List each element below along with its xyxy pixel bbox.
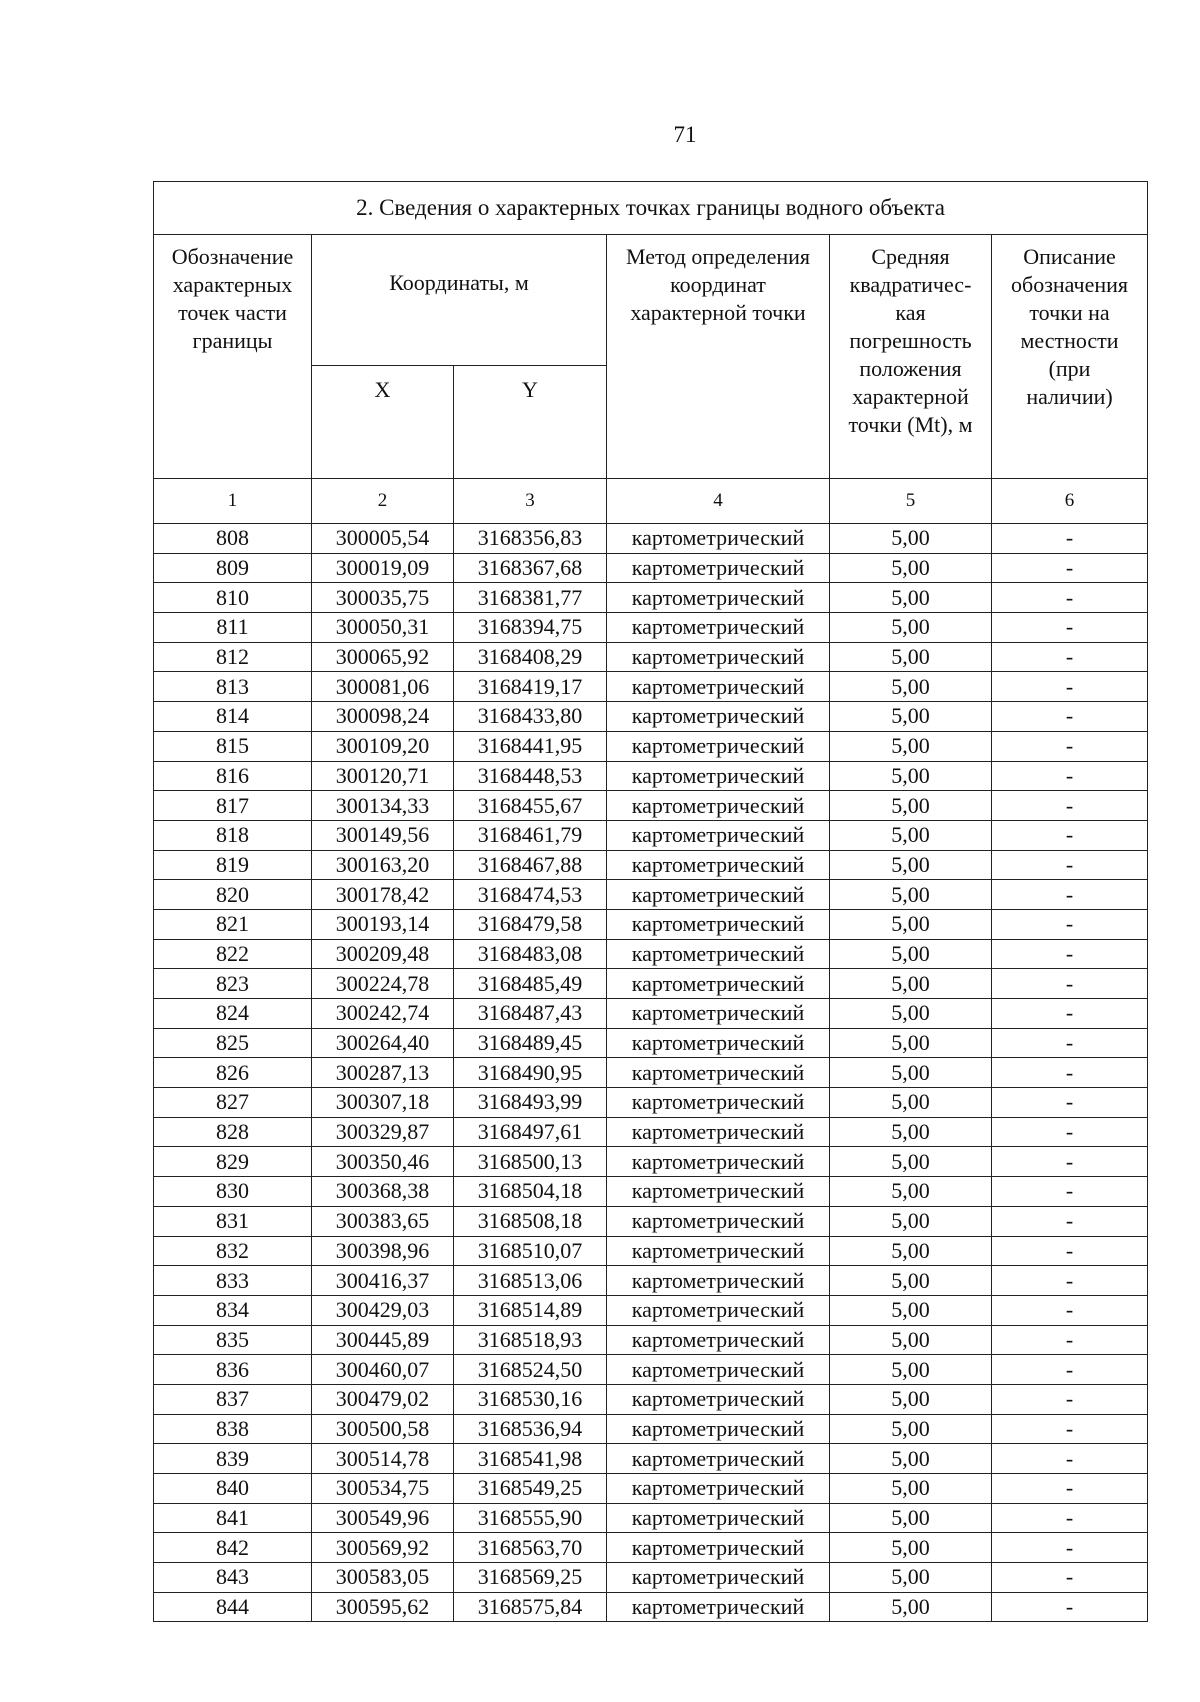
point-cell: 828 bbox=[154, 1117, 312, 1147]
method-cell: картометрический bbox=[607, 850, 830, 880]
x-coordinate-cell: 300242,74 bbox=[312, 999, 454, 1029]
x-coordinate-cell: 300287,13 bbox=[312, 1058, 454, 1088]
method-cell: картометрический bbox=[607, 1058, 830, 1088]
x-coordinate-cell: 300534,75 bbox=[312, 1474, 454, 1504]
description-cell: - bbox=[992, 1355, 1148, 1385]
method-cell: картометрический bbox=[607, 1474, 830, 1504]
description-cell: - bbox=[992, 1117, 1148, 1147]
description-cell: - bbox=[992, 1444, 1148, 1474]
point-cell: 819 bbox=[154, 850, 312, 880]
method-cell: картометрический bbox=[607, 731, 830, 761]
y-coordinate-cell: 3168497,61 bbox=[454, 1117, 607, 1147]
description-cell: - bbox=[992, 880, 1148, 910]
error-cell: 5,00 bbox=[830, 1355, 992, 1385]
x-coordinate-cell: 300193,14 bbox=[312, 909, 454, 939]
description-cell: - bbox=[992, 1266, 1148, 1296]
point-cell: 830 bbox=[154, 1177, 312, 1207]
y-coordinate-cell: 3168530,16 bbox=[454, 1384, 607, 1414]
description-cell: - bbox=[992, 939, 1148, 969]
method-cell: картометрический bbox=[607, 761, 830, 791]
method-cell: картометрический bbox=[607, 553, 830, 583]
error-cell: 5,00 bbox=[830, 820, 992, 850]
table-body bbox=[154, 182, 1148, 1622]
error-cell: 5,00 bbox=[830, 553, 992, 583]
x-coordinate-cell: 300134,33 bbox=[312, 791, 454, 821]
description-cell: - bbox=[992, 909, 1148, 939]
y-coordinate-cell: 3168489,45 bbox=[454, 1028, 607, 1058]
error-cell: 5,00 bbox=[830, 642, 992, 672]
y-coordinate-cell: 3168419,17 bbox=[454, 672, 607, 702]
method-cell: картометрический bbox=[607, 939, 830, 969]
y-coordinate-cell: 3168448,53 bbox=[454, 761, 607, 791]
error-cell: 5,00 bbox=[830, 999, 992, 1029]
method-cell: картометрический bbox=[607, 1206, 830, 1236]
x-coordinate-cell: 300514,78 bbox=[312, 1444, 454, 1474]
table-row bbox=[154, 1236, 1148, 1266]
table-title: 2. Сведения о характерных точках границы водного объекта bbox=[154, 182, 1148, 235]
y-coordinate-cell: 3168504,18 bbox=[454, 1177, 607, 1207]
table-row bbox=[154, 1295, 1148, 1325]
x-coordinate-cell: 300383,65 bbox=[312, 1206, 454, 1236]
table-row bbox=[154, 1592, 1148, 1622]
point-cell: 843 bbox=[154, 1563, 312, 1593]
error-cell: 5,00 bbox=[830, 731, 992, 761]
description-cell: - bbox=[992, 1474, 1148, 1504]
point-cell: 833 bbox=[154, 1266, 312, 1296]
point-cell: 832 bbox=[154, 1236, 312, 1266]
point-cell: 836 bbox=[154, 1355, 312, 1385]
x-coordinate-cell: 300398,96 bbox=[312, 1236, 454, 1266]
method-cell: картометрический bbox=[607, 702, 830, 732]
method-cell: картометрический bbox=[607, 1295, 830, 1325]
method-cell: картометрический bbox=[607, 1117, 830, 1147]
error-cell: 5,00 bbox=[830, 1384, 992, 1414]
point-cell: 822 bbox=[154, 939, 312, 969]
x-coordinate-cell: 300429,03 bbox=[312, 1295, 454, 1325]
point-cell: 834 bbox=[154, 1295, 312, 1325]
x-coordinate-cell: 300569,92 bbox=[312, 1533, 454, 1563]
error-cell: 5,00 bbox=[830, 1563, 992, 1593]
column-number: 5 bbox=[830, 479, 992, 524]
method-cell: картометрический bbox=[607, 969, 830, 999]
y-coordinate-cell: 3168394,75 bbox=[454, 613, 607, 643]
y-coordinate-cell: 3168455,67 bbox=[454, 791, 607, 821]
x-coordinate-cell: 300209,48 bbox=[312, 939, 454, 969]
column-number: 3 bbox=[454, 479, 607, 524]
table-row bbox=[154, 880, 1148, 910]
error-cell: 5,00 bbox=[830, 1444, 992, 1474]
x-coordinate-cell: 300163,20 bbox=[312, 850, 454, 880]
header-row bbox=[154, 235, 1148, 366]
y-coordinate-cell: 3168467,88 bbox=[454, 850, 607, 880]
y-coordinate-cell: 3168441,95 bbox=[454, 731, 607, 761]
y-coordinate-cell: 3168508,18 bbox=[454, 1206, 607, 1236]
method-cell: картометрический bbox=[607, 642, 830, 672]
y-coordinate-cell: 3168483,08 bbox=[454, 939, 607, 969]
method-cell: картометрический bbox=[607, 1028, 830, 1058]
method-cell: картометрический bbox=[607, 1236, 830, 1266]
description-cell: - bbox=[992, 731, 1148, 761]
table-row bbox=[154, 642, 1148, 672]
y-coordinate-cell: 3168479,58 bbox=[454, 909, 607, 939]
y-coordinate-cell: 3168510,07 bbox=[454, 1236, 607, 1266]
description-cell: - bbox=[992, 1503, 1148, 1533]
y-coordinate-cell: 3168575,84 bbox=[454, 1592, 607, 1622]
header-point-designation: Обозначение характерных точек части границы bbox=[154, 235, 312, 479]
column-number-row bbox=[154, 479, 1148, 524]
description-cell: - bbox=[992, 1028, 1148, 1058]
table-row bbox=[154, 1325, 1148, 1355]
error-cell: 5,00 bbox=[830, 1295, 992, 1325]
y-coordinate-cell: 3168524,50 bbox=[454, 1355, 607, 1385]
x-coordinate-cell: 300416,37 bbox=[312, 1266, 454, 1296]
point-cell: 827 bbox=[154, 1088, 312, 1118]
method-cell: картометрический bbox=[607, 791, 830, 821]
y-coordinate-cell: 3168514,89 bbox=[454, 1295, 607, 1325]
point-cell: 831 bbox=[154, 1206, 312, 1236]
error-cell: 5,00 bbox=[830, 672, 992, 702]
point-cell: 842 bbox=[154, 1533, 312, 1563]
description-cell: - bbox=[992, 613, 1148, 643]
x-coordinate-cell: 300479,02 bbox=[312, 1384, 454, 1414]
table-row bbox=[154, 1355, 1148, 1385]
header-coordinates: Координаты, м bbox=[312, 235, 607, 366]
error-cell: 5,00 bbox=[830, 1206, 992, 1236]
y-coordinate-cell: 3168367,68 bbox=[454, 553, 607, 583]
error-cell: 5,00 bbox=[830, 1266, 992, 1296]
error-cell: 5,00 bbox=[830, 1028, 992, 1058]
method-cell: картометрический bbox=[607, 613, 830, 643]
x-coordinate-cell: 300120,71 bbox=[312, 761, 454, 791]
method-cell: картометрический bbox=[607, 1563, 830, 1593]
page-number: 71 bbox=[673, 122, 697, 147]
x-coordinate-cell: 300307,18 bbox=[312, 1088, 454, 1118]
error-cell: 5,00 bbox=[830, 791, 992, 821]
point-cell: 817 bbox=[154, 791, 312, 821]
point-cell: 841 bbox=[154, 1503, 312, 1533]
y-coordinate-cell: 3168408,29 bbox=[454, 642, 607, 672]
description-cell: - bbox=[992, 672, 1148, 702]
y-coordinate-cell: 3168536,94 bbox=[454, 1414, 607, 1444]
header-x: X bbox=[374, 377, 391, 402]
table-row bbox=[154, 791, 1148, 821]
method-cell: картометрический bbox=[607, 1444, 830, 1474]
table-row bbox=[154, 1474, 1148, 1504]
error-cell: 5,00 bbox=[830, 524, 992, 554]
method-cell: картометрический bbox=[607, 999, 830, 1029]
x-coordinate-cell: 300005,54 bbox=[312, 524, 454, 554]
point-cell: 812 bbox=[154, 642, 312, 672]
column-number: 1 bbox=[154, 479, 312, 524]
x-coordinate-cell: 300460,07 bbox=[312, 1355, 454, 1385]
table-row bbox=[154, 1266, 1148, 1296]
y-coordinate-cell: 3168563,70 bbox=[454, 1533, 607, 1563]
description-cell: - bbox=[992, 1236, 1148, 1266]
table-row bbox=[154, 553, 1148, 583]
error-cell: 5,00 bbox=[830, 1474, 992, 1504]
description-cell: - bbox=[992, 1592, 1148, 1622]
error-cell: 5,00 bbox=[830, 909, 992, 939]
y-coordinate-cell: 3168513,06 bbox=[454, 1266, 607, 1296]
point-cell: 823 bbox=[154, 969, 312, 999]
error-cell: 5,00 bbox=[830, 1414, 992, 1444]
method-cell: картометрический bbox=[607, 1355, 830, 1385]
table-row bbox=[154, 1028, 1148, 1058]
x-coordinate-cell: 300081,06 bbox=[312, 672, 454, 702]
header-method: Метод определения координат характерной точки bbox=[607, 235, 830, 479]
point-cell: 808 bbox=[154, 524, 312, 554]
description-cell: - bbox=[992, 1533, 1148, 1563]
method-cell: картометрический bbox=[607, 1533, 830, 1563]
table-row bbox=[154, 820, 1148, 850]
method-cell: картометрический bbox=[607, 1325, 830, 1355]
description-cell: - bbox=[992, 1563, 1148, 1593]
y-coordinate-cell: 3168485,49 bbox=[454, 969, 607, 999]
table-row bbox=[154, 1384, 1148, 1414]
table-row bbox=[154, 1147, 1148, 1177]
description-cell: - bbox=[992, 702, 1148, 732]
method-cell: картометрический bbox=[607, 583, 830, 613]
x-coordinate-cell: 300549,96 bbox=[312, 1503, 454, 1533]
method-cell: картометрический bbox=[607, 1414, 830, 1444]
error-cell: 5,00 bbox=[830, 1533, 992, 1563]
error-cell: 5,00 bbox=[830, 1147, 992, 1177]
x-coordinate-cell: 300329,87 bbox=[312, 1117, 454, 1147]
header-description: Описание обозначения точки на местности (при наличии) bbox=[992, 235, 1148, 479]
y-coordinate-cell: 3168555,90 bbox=[454, 1503, 607, 1533]
y-coordinate-cell: 3168356,83 bbox=[454, 524, 607, 554]
column-number: 2 bbox=[312, 479, 454, 524]
error-cell: 5,00 bbox=[830, 1177, 992, 1207]
description-cell: - bbox=[992, 1177, 1148, 1207]
boundary-points-table bbox=[153, 181, 1148, 1622]
y-coordinate-cell: 3168569,25 bbox=[454, 1563, 607, 1593]
description-cell: - bbox=[992, 999, 1148, 1029]
method-cell: картометрический bbox=[607, 1266, 830, 1296]
point-cell: 840 bbox=[154, 1474, 312, 1504]
x-coordinate-cell: 300050,31 bbox=[312, 613, 454, 643]
method-cell: картометрический bbox=[607, 1503, 830, 1533]
y-coordinate-cell: 3168500,13 bbox=[454, 1147, 607, 1177]
header-y: Y bbox=[522, 377, 538, 402]
table-row bbox=[154, 1563, 1148, 1593]
table-row bbox=[154, 1088, 1148, 1118]
description-cell: - bbox=[992, 850, 1148, 880]
method-cell: картометрический bbox=[607, 672, 830, 702]
table-row bbox=[154, 850, 1148, 880]
x-coordinate-cell: 300350,46 bbox=[312, 1147, 454, 1177]
method-cell: картометрический bbox=[607, 1088, 830, 1118]
y-coordinate-cell: 3168549,25 bbox=[454, 1474, 607, 1504]
method-cell: картометрический bbox=[607, 524, 830, 554]
description-cell: - bbox=[992, 1384, 1148, 1414]
error-cell: 5,00 bbox=[830, 969, 992, 999]
table-row bbox=[154, 999, 1148, 1029]
description-cell: - bbox=[992, 761, 1148, 791]
y-coordinate-cell: 3168541,98 bbox=[454, 1444, 607, 1474]
y-coordinate-cell: 3168433,80 bbox=[454, 702, 607, 732]
x-coordinate-cell: 300368,38 bbox=[312, 1177, 454, 1207]
table-row bbox=[154, 1206, 1148, 1236]
error-cell: 5,00 bbox=[830, 939, 992, 969]
point-cell: 826 bbox=[154, 1058, 312, 1088]
table-row bbox=[154, 1117, 1148, 1147]
point-cell: 818 bbox=[154, 820, 312, 850]
description-cell: - bbox=[992, 1414, 1148, 1444]
error-cell: 5,00 bbox=[830, 1325, 992, 1355]
table-row bbox=[154, 1503, 1148, 1533]
x-coordinate-cell: 300264,40 bbox=[312, 1028, 454, 1058]
point-cell: 813 bbox=[154, 672, 312, 702]
point-cell: 809 bbox=[154, 553, 312, 583]
y-coordinate-cell: 3168461,79 bbox=[454, 820, 607, 850]
point-cell: 844 bbox=[154, 1592, 312, 1622]
point-cell: 821 bbox=[154, 909, 312, 939]
table-row bbox=[154, 909, 1148, 939]
error-cell: 5,00 bbox=[830, 880, 992, 910]
x-coordinate-cell: 300019,09 bbox=[312, 553, 454, 583]
description-cell: - bbox=[992, 1206, 1148, 1236]
table-row bbox=[154, 672, 1148, 702]
point-cell: 838 bbox=[154, 1414, 312, 1444]
point-cell: 810 bbox=[154, 583, 312, 613]
description-cell: - bbox=[992, 524, 1148, 554]
error-cell: 5,00 bbox=[830, 761, 992, 791]
table-row bbox=[154, 1414, 1148, 1444]
y-coordinate-cell: 3168474,53 bbox=[454, 880, 607, 910]
method-cell: картометрический bbox=[607, 909, 830, 939]
description-cell: - bbox=[992, 553, 1148, 583]
error-cell: 5,00 bbox=[830, 583, 992, 613]
method-cell: картометрический bbox=[607, 880, 830, 910]
y-coordinate-cell: 3168493,99 bbox=[454, 1088, 607, 1118]
error-cell: 5,00 bbox=[830, 613, 992, 643]
error-cell: 5,00 bbox=[830, 1088, 992, 1118]
error-cell: 5,00 bbox=[830, 1503, 992, 1533]
table-row bbox=[154, 1444, 1148, 1474]
x-coordinate-cell: 300098,24 bbox=[312, 702, 454, 732]
point-cell: 814 bbox=[154, 702, 312, 732]
point-cell: 837 bbox=[154, 1384, 312, 1414]
table-row bbox=[154, 613, 1148, 643]
description-cell: - bbox=[992, 791, 1148, 821]
description-cell: - bbox=[992, 583, 1148, 613]
description-cell: - bbox=[992, 1295, 1148, 1325]
table-row bbox=[154, 583, 1148, 613]
description-cell: - bbox=[992, 1058, 1148, 1088]
y-coordinate-cell: 3168490,95 bbox=[454, 1058, 607, 1088]
column-number: 4 bbox=[607, 479, 830, 524]
method-cell: картометрический bbox=[607, 820, 830, 850]
table-row bbox=[154, 1533, 1148, 1563]
point-cell: 824 bbox=[154, 999, 312, 1029]
table-row bbox=[154, 939, 1148, 969]
point-cell: 811 bbox=[154, 613, 312, 643]
header-mean-square-error: Средняя квадратичес- кая погрешность положения характерной точки (Mt), м bbox=[830, 235, 992, 479]
description-cell: - bbox=[992, 1147, 1148, 1177]
table-row bbox=[154, 969, 1148, 999]
error-cell: 5,00 bbox=[830, 1236, 992, 1266]
method-cell: картометрический bbox=[607, 1177, 830, 1207]
y-coordinate-cell: 3168518,93 bbox=[454, 1325, 607, 1355]
description-cell: - bbox=[992, 1088, 1148, 1118]
x-coordinate-cell: 300500,58 bbox=[312, 1414, 454, 1444]
x-coordinate-cell: 300109,20 bbox=[312, 731, 454, 761]
x-coordinate-cell: 300595,62 bbox=[312, 1592, 454, 1622]
description-cell: - bbox=[992, 1325, 1148, 1355]
point-cell: 829 bbox=[154, 1147, 312, 1177]
error-cell: 5,00 bbox=[830, 1592, 992, 1622]
description-cell: - bbox=[992, 820, 1148, 850]
x-coordinate-cell: 300445,89 bbox=[312, 1325, 454, 1355]
table-row bbox=[154, 1058, 1148, 1088]
error-cell: 5,00 bbox=[830, 850, 992, 880]
table-row bbox=[154, 1177, 1148, 1207]
error-cell: 5,00 bbox=[830, 1058, 992, 1088]
x-coordinate-cell: 300149,56 bbox=[312, 820, 454, 850]
x-coordinate-cell: 300224,78 bbox=[312, 969, 454, 999]
point-cell: 816 bbox=[154, 761, 312, 791]
point-cell: 835 bbox=[154, 1325, 312, 1355]
table-row bbox=[154, 731, 1148, 761]
table-row bbox=[154, 761, 1148, 791]
point-cell: 820 bbox=[154, 880, 312, 910]
point-cell: 825 bbox=[154, 1028, 312, 1058]
column-number: 6 bbox=[992, 479, 1148, 524]
x-coordinate-cell: 300583,05 bbox=[312, 1563, 454, 1593]
x-coordinate-cell: 300178,42 bbox=[312, 880, 454, 910]
error-cell: 5,00 bbox=[830, 702, 992, 732]
method-cell: картометрический bbox=[607, 1147, 830, 1177]
description-cell: - bbox=[992, 969, 1148, 999]
y-coordinate-cell: 3168487,43 bbox=[454, 999, 607, 1029]
description-cell: - bbox=[992, 642, 1148, 672]
x-coordinate-cell: 300035,75 bbox=[312, 583, 454, 613]
method-cell: картометрический bbox=[607, 1384, 830, 1414]
error-cell: 5,00 bbox=[830, 1117, 992, 1147]
table-title-row bbox=[154, 182, 1148, 235]
method-cell: картометрический bbox=[607, 1592, 830, 1622]
y-coordinate-cell: 3168381,77 bbox=[454, 583, 607, 613]
x-coordinate-cell: 300065,92 bbox=[312, 642, 454, 672]
table-row bbox=[154, 524, 1148, 554]
point-cell: 839 bbox=[154, 1444, 312, 1474]
table-row bbox=[154, 702, 1148, 732]
point-cell: 815 bbox=[154, 731, 312, 761]
